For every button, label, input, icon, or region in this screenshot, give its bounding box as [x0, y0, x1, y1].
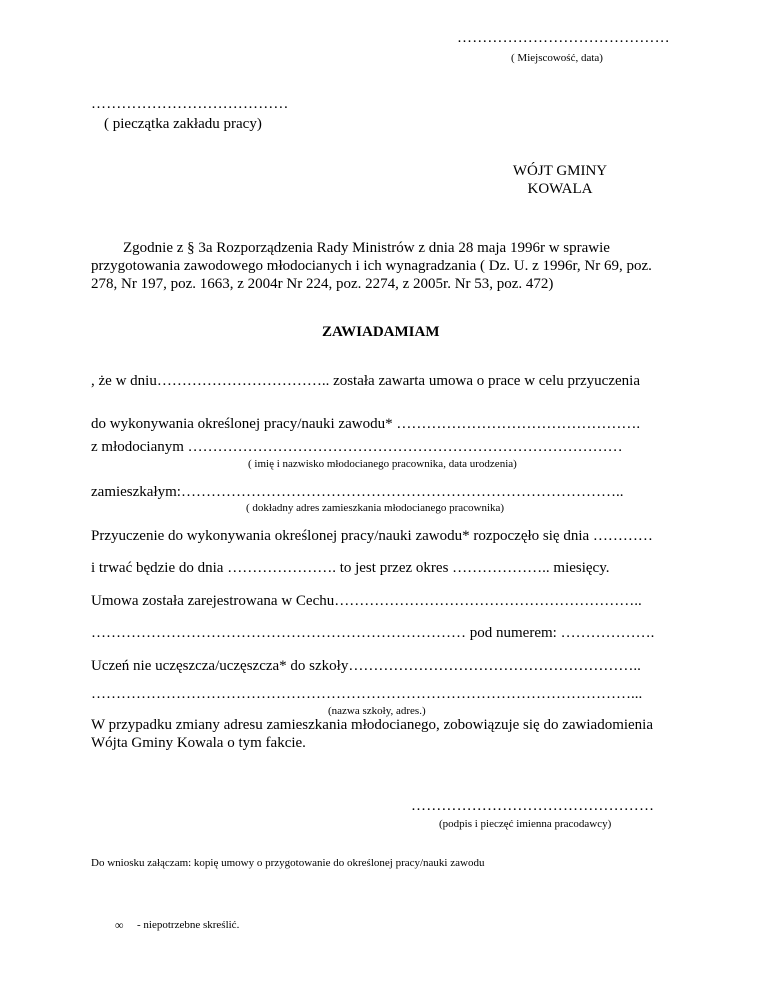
signature-caption: (podpis i pieczęć imienna pracodawcy): [439, 818, 612, 830]
body-line-notice1: W przypadku zmiany adresu zamieszkania młodocianego, zobowiązuje się do zawiadomienia: [91, 717, 654, 733]
document-title: ZAWIADAMIAM: [322, 324, 440, 340]
footnote-symbol: ∞: [115, 918, 124, 932]
footnote-text: - niepotrzebne skreślić.: [137, 919, 240, 931]
body-line-guild: Umowa została zarejestrowana w Cechu……………………………………………………..: [91, 593, 642, 609]
stamp-dots: …………………………………: [91, 96, 289, 112]
intro-line2: przygotowania zawodowego młodocianych i ich wynagradzania ( Dz. U. z 1996r, Nr 69, poz.: [91, 258, 652, 274]
caption-juvenile: ( imię i nazwisko młodocianego pracownika, data urodzenia): [248, 458, 517, 470]
body-line-date: , że w dniu…………………………….. została zawarta umowa o prace w celu przyuczenia: [91, 373, 640, 389]
body-line-start: Przyuczenie do wykonywania określonej pracy/nauki zawodu* rozpoczęło się dnia …………: [91, 528, 653, 544]
place-date-caption: ( Miejscowość, data): [511, 52, 603, 64]
body-line-school-dots: ………………………………………………………………………………………………...: [91, 686, 643, 702]
body-line-school: Uczeń nie uczęszcza/uczęszcza* do szkoły…………………………………………………..: [91, 658, 641, 674]
caption-address: ( dokładny adres zamieszkania młodocianego pracownika): [246, 502, 505, 514]
recipient-line1: WÓJT GMINY: [512, 163, 608, 179]
intro-line3: 278, Nr 197, poz. 1663, z 2004r Nr 224, poz. 2274, z 2005r. Nr 53, poz. 472): [91, 276, 554, 292]
body-line-address: zamieszkałym:……………………………………………………………………………..: [91, 484, 624, 500]
body-line-juvenile: z młodocianym ……………………………………………………………………………: [91, 439, 623, 455]
recipient-line2: KOWALA: [527, 181, 593, 197]
signature-dots: …………………………………………: [411, 798, 655, 814]
stamp-caption: ( pieczątka zakładu pracy): [104, 116, 262, 132]
place-date-dots: ……………………………………: [457, 30, 670, 46]
body-line-notice2: Wójta Gminy Kowala o tym fakcie.: [91, 735, 306, 751]
intro-line1: Zgodnie z § 3a Rozporządzenia Rady Ministrów z dnia 28 maja 1996r w sprawie: [123, 240, 610, 256]
body-line-number: ………………………………………………………………… pod numerem: ……………….: [91, 625, 655, 641]
caption-school: (nazwa szkoły, adres.): [328, 705, 426, 717]
body-line-duration: i trwać będzie do dnia …………………. to jest przez okres ……………….. miesięcy.: [91, 560, 610, 576]
body-line-profession: do wykonywania określonej pracy/nauki zawodu* ………………………………………….: [91, 416, 641, 432]
attachment-note: Do wniosku załączam: kopię umowy o przygotowanie do określonej pracy/nauki zawodu: [91, 857, 485, 869]
